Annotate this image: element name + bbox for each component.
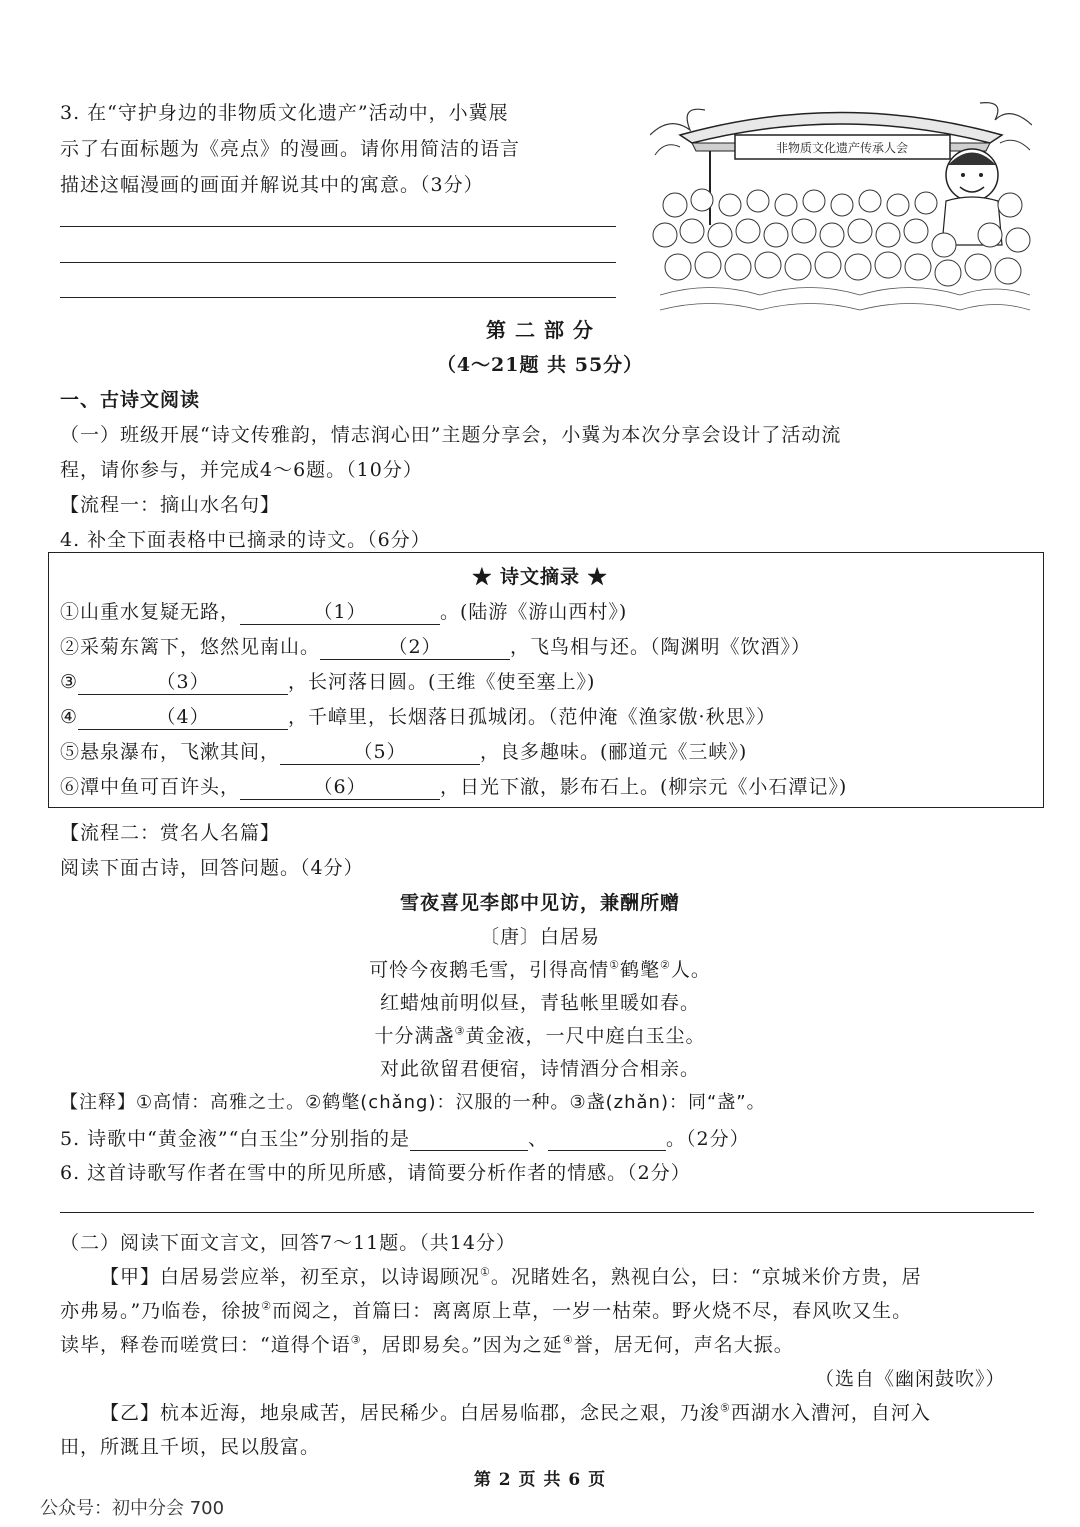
row2-pre: ②采菊东篱下，悠然见南山。 bbox=[60, 636, 321, 658]
jia-line3-part-b: ，居即易矣。”因为之延 bbox=[361, 1334, 563, 1356]
cartoon-illustration bbox=[650, 95, 1032, 323]
row3-post: ，长河落日圆。(王维《使至塞上》) bbox=[288, 671, 596, 693]
poem-line1-part-b: 鹤氅 bbox=[619, 959, 660, 981]
poem-line-2: 红蜡烛前明似昼，青毡帐里暖如春。 bbox=[379, 992, 700, 1014]
poem-author: 〔唐〕白居易 bbox=[479, 926, 600, 948]
table-title: ★ 诗文摘录 ★ bbox=[472, 566, 608, 588]
jia-line-3 bbox=[60, 1330, 794, 1357]
table-row-3 bbox=[60, 667, 595, 695]
row6-post: ，日光下澈，影布石上。(柳宗元《小石潭记》) bbox=[440, 776, 848, 798]
note-ref-3: ③ bbox=[454, 1024, 466, 1038]
row4-pre: ④ bbox=[60, 706, 79, 728]
q4-text: 4. 补全下面表格中已摘录的诗文。（6分） bbox=[60, 529, 431, 551]
row6-pre: ⑥潭中鱼可百许头， bbox=[60, 776, 241, 798]
blank-3[interactable]: （3） bbox=[78, 667, 288, 695]
blank-4[interactable]: （4） bbox=[78, 702, 288, 730]
poem-line-1 bbox=[0, 955, 1080, 982]
row4-post: ，千嶂里，长烟落日孤城闭。（范仲淹《渔家傲·秋思》） bbox=[288, 706, 777, 728]
jia-line1-part-b: 。况睹姓名，熟视白公，曰：“京城米价方贵，居 bbox=[490, 1266, 922, 1288]
q5-score: 。（2分） bbox=[666, 1128, 750, 1150]
part2-subtitle: （4～21题 共 55分） bbox=[436, 354, 644, 376]
table-row-1 bbox=[60, 597, 627, 625]
cartoon-banner-text: 非物质文化遗产传承人会 bbox=[775, 141, 909, 155]
q6-text: 6. 这首诗歌写作者在雪中的所见所感，请简要分析作者的情感。（2分） bbox=[60, 1162, 691, 1184]
q3-line1: 3. 在“守护身边的非物质文化遗产”活动中，小冀展 bbox=[60, 102, 509, 124]
jia-note-ref-2: ② bbox=[261, 1299, 273, 1313]
flow1-label: 【流程一：摘山水名句】 bbox=[60, 494, 281, 516]
jia-line-1 bbox=[100, 1262, 922, 1289]
table-row-5 bbox=[60, 737, 747, 765]
jia-line2-part-a: 亦弗易。”乃临卷，徐披 bbox=[60, 1300, 262, 1322]
row2-post: ，飞鸟相与还。（陶渊明《饮酒》） bbox=[510, 636, 812, 658]
jia-source: （选自《幽闲鼓吹》） bbox=[815, 1368, 1006, 1390]
q6-answer-line bbox=[60, 1212, 1034, 1213]
flow2-instruction: 阅读下面古诗，回答问题。（4分） bbox=[60, 857, 364, 879]
section2-heading: （二）阅读下面文言文，回答7～11题。（共14分） bbox=[60, 1232, 516, 1254]
poem-line3-part-a: 十分满盏 bbox=[374, 1025, 455, 1047]
section1-intro-line2: 程，请你参与，并完成4～6题。（10分） bbox=[60, 459, 423, 481]
yi-line1-part-a: 【乙】杭本近海，地泉咸苦，居民稀少。白居易临郡，念民之艰，乃浚 bbox=[100, 1402, 721, 1424]
poem-line-4: 对此欲留君便宿，诗情酒分合相亲。 bbox=[379, 1058, 700, 1080]
answer-line-1 bbox=[60, 226, 616, 227]
yi-line-2: 田，所溉且千顷，民以殷富。 bbox=[60, 1436, 321, 1458]
yi-note-ref-5: ⑤ bbox=[720, 1401, 731, 1415]
poem-line-3 bbox=[0, 1021, 1080, 1048]
answer-line-3 bbox=[60, 297, 616, 298]
table-row-2 bbox=[60, 632, 811, 660]
answer-line-2 bbox=[60, 262, 616, 263]
part2-title: 第 二 部 分 bbox=[486, 318, 594, 342]
q5 bbox=[60, 1124, 750, 1151]
yi-line1-part-b: 西湖水入漕河，自河入 bbox=[730, 1402, 931, 1424]
row5-pre: ⑤悬泉瀑布，飞漱其间， bbox=[60, 741, 281, 763]
q5-separator: 、 bbox=[528, 1128, 549, 1150]
poem-line3-part-b: 黄金液，一尺中庭白玉尘。 bbox=[465, 1025, 706, 1047]
note-ref-1: ① bbox=[609, 958, 620, 972]
yi-line-1 bbox=[100, 1398, 931, 1425]
jia-line2-part-b: 而阅之，首篇曰：离离原上草，一岁一枯荣。野火烧不尽，春风吹又生。 bbox=[272, 1300, 913, 1322]
q3-line2: 示了右面标题为《亮点》的漫画。请你用简洁的语言 bbox=[60, 138, 521, 160]
row5-post: ，良多趣味。(郦道元《三峡》) bbox=[480, 741, 748, 763]
blank-6[interactable]: （6） bbox=[240, 772, 440, 800]
section1-intro-line1: （一）班级开展“诗文传雅韵，情志润心田”主题分享会，小冀为本次分享会设计了活动流 bbox=[60, 424, 842, 446]
section1-heading: 一、古诗文阅读 bbox=[60, 389, 201, 411]
q3-line3: 描述这幅漫画的画面并解说其中的寓意。（3分） bbox=[60, 174, 484, 196]
poem-title: 雪夜喜见李郎中见访，兼酬所赠 bbox=[399, 892, 680, 914]
poem-line1-part-c: 人。 bbox=[670, 959, 711, 981]
note-ref-2: ② bbox=[660, 958, 671, 972]
jia-note-ref-4: ④ bbox=[562, 1333, 574, 1347]
row1-pre: ①山重水复疑无路， bbox=[60, 601, 241, 623]
jia-line-2 bbox=[60, 1296, 912, 1323]
jia-line3-part-c: 誉，居无何，声名大振。 bbox=[573, 1334, 794, 1356]
table-row-4 bbox=[60, 702, 776, 730]
blank-1[interactable]: （1） bbox=[240, 597, 440, 625]
row1-post: 。(陆游《游山西村》) bbox=[440, 601, 628, 623]
poem-line1-part-a: 可怜今夜鹅毛雪，引得高情 bbox=[369, 959, 610, 981]
blank-2[interactable]: （2） bbox=[320, 632, 510, 660]
row3-pre: ③ bbox=[60, 671, 79, 693]
jia-line1-part-a: 【甲】白居易尝应举，初至京，以诗谒顾况 bbox=[100, 1266, 481, 1288]
table-row-6 bbox=[60, 772, 847, 800]
watermark-text: 公众号：初中分会 700 bbox=[40, 1498, 225, 1519]
jia-line3-part-a: 读毕，释卷而嗟赏曰：“道得个语 bbox=[60, 1334, 351, 1356]
jia-note-ref-3: ③ bbox=[350, 1333, 362, 1347]
q5-text: 5. 诗歌中“黄金液”“白玉尘”分别指的是 bbox=[60, 1128, 411, 1150]
q5-blank-2[interactable] bbox=[548, 1128, 666, 1151]
blank-5[interactable]: （5） bbox=[280, 737, 480, 765]
page-number: 第 2 页 共 6 页 bbox=[473, 1470, 607, 1490]
flow2-label: 【流程二：赏名人名篇】 bbox=[60, 822, 281, 844]
poem-notes: 【注释】①高情：高雅之士。②鹤氅(chǎng)：汉服的一种。③盏(zhǎn)：同“盏”。 bbox=[60, 1092, 766, 1113]
jia-note-ref-1: ① bbox=[480, 1265, 491, 1279]
q5-blank-1[interactable] bbox=[410, 1128, 528, 1151]
